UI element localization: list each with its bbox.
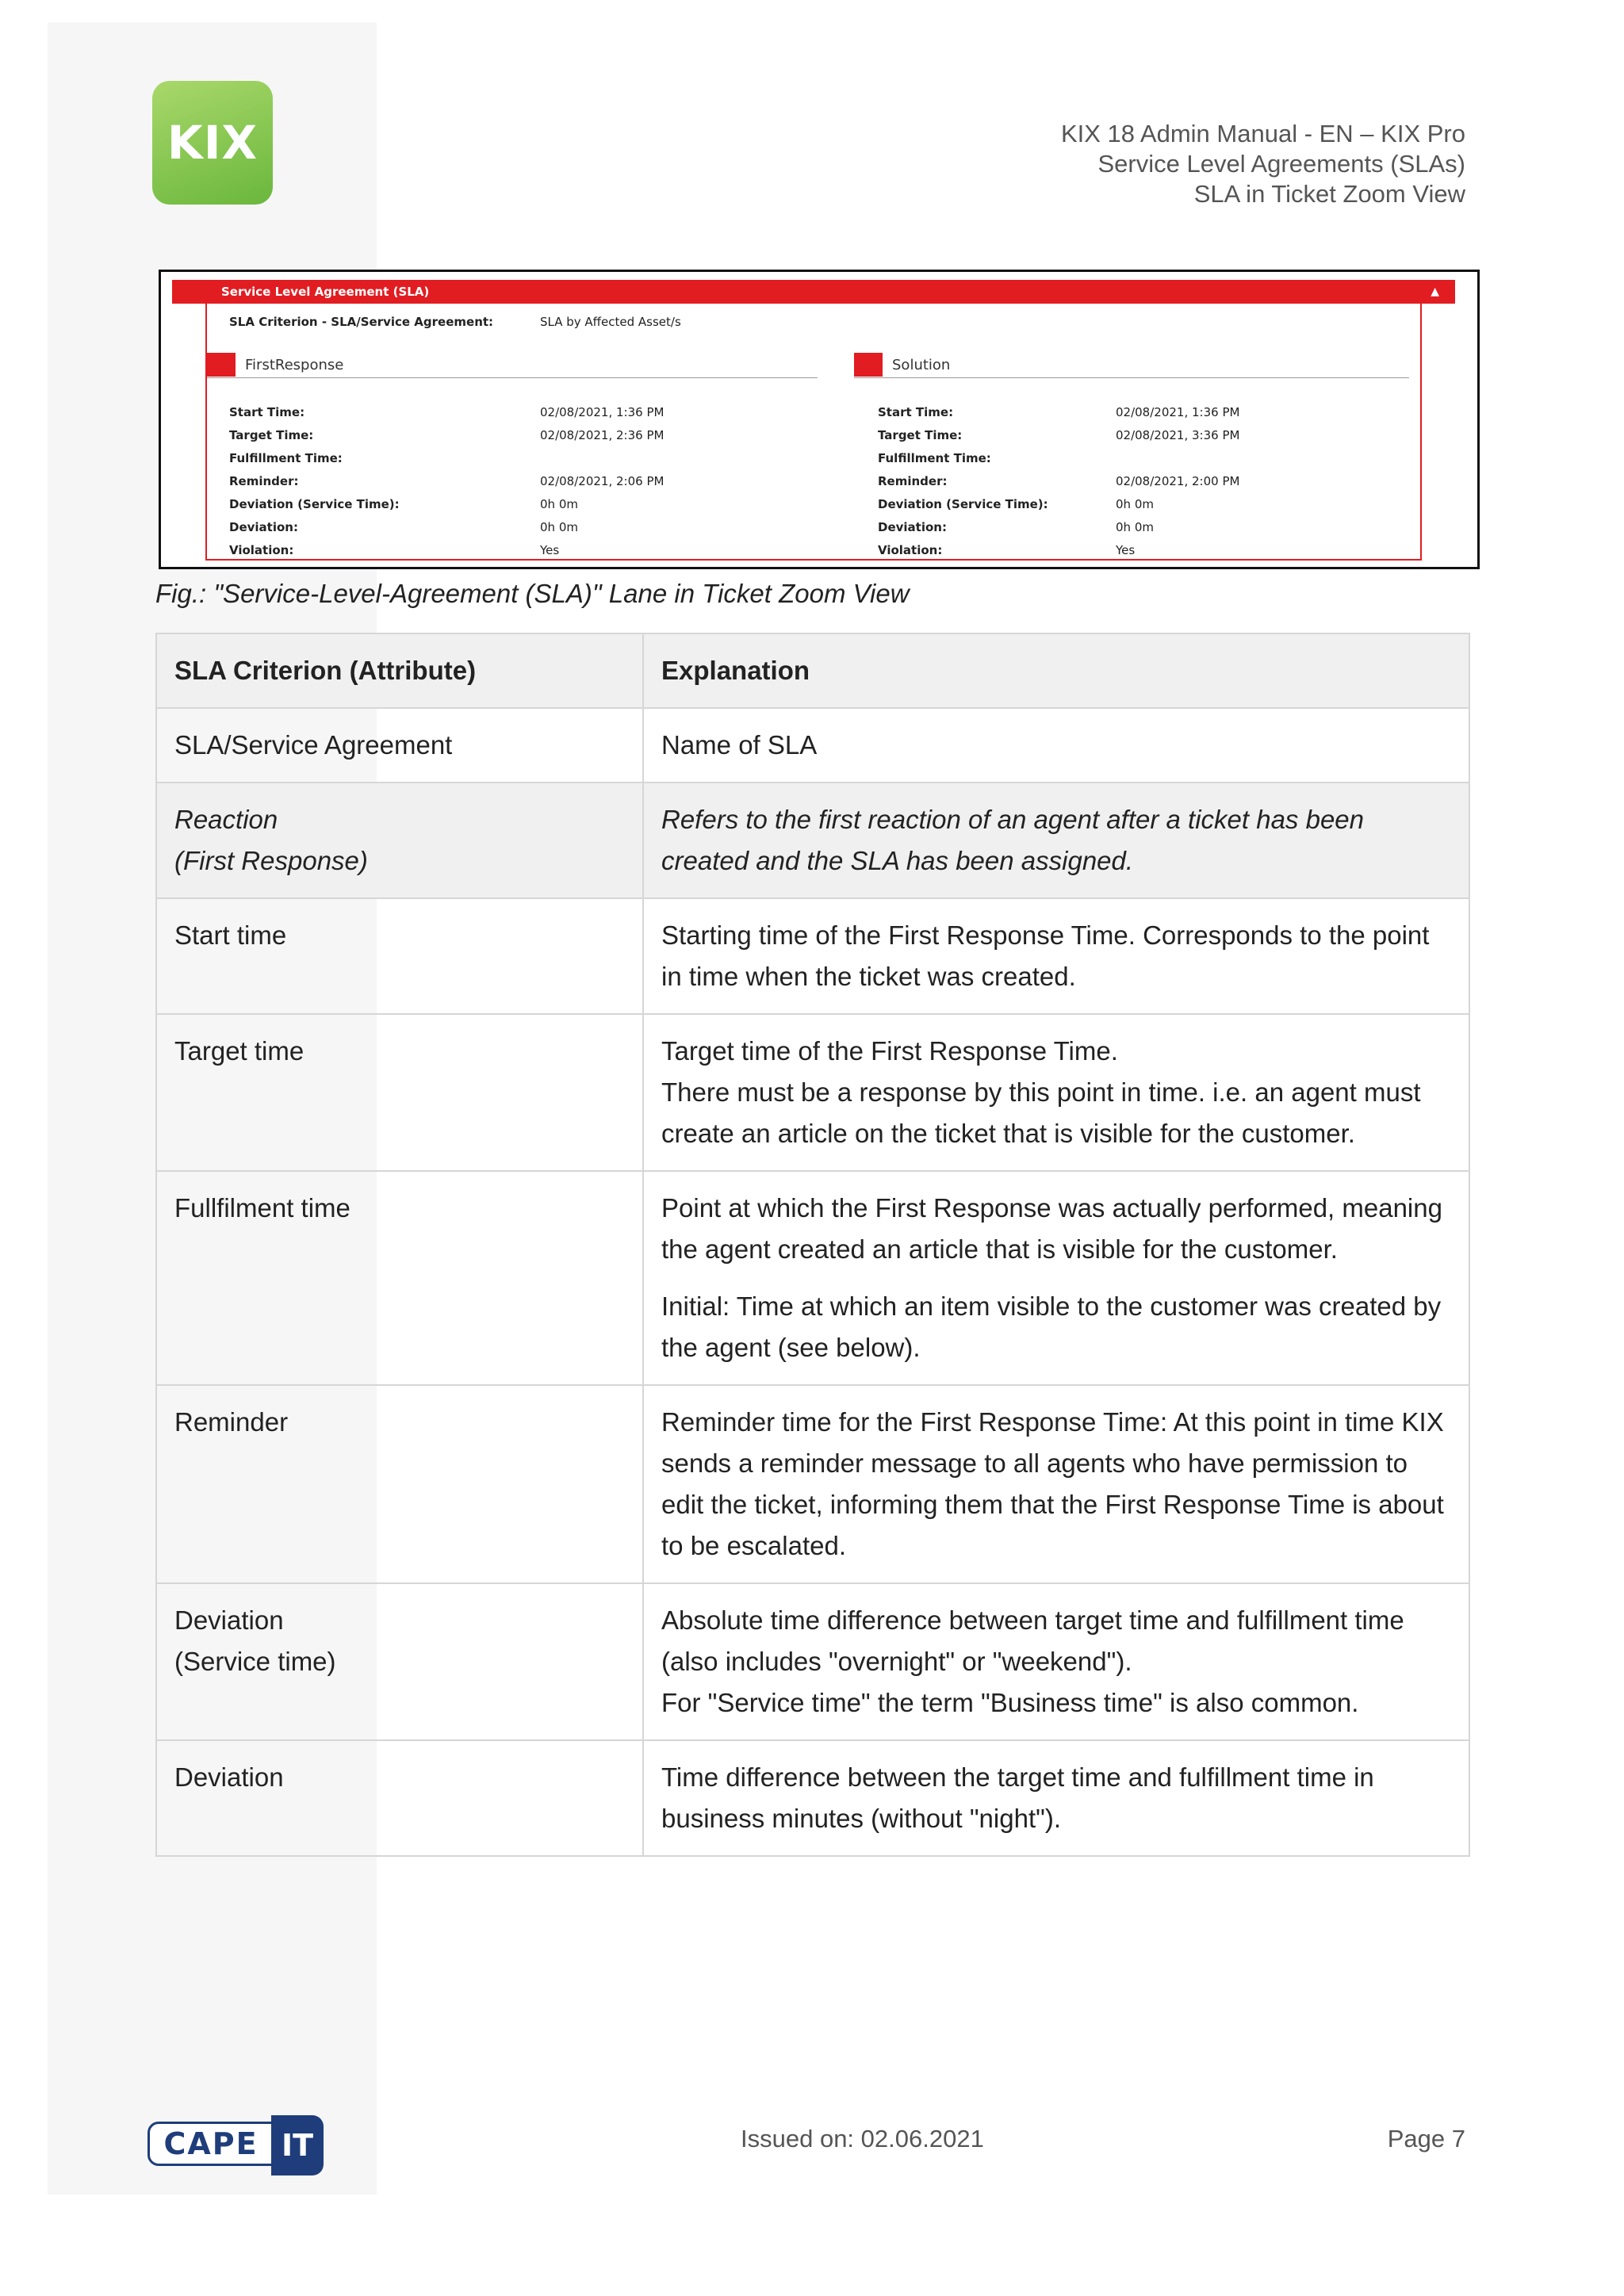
sla-field-label: Start Time:	[878, 405, 954, 419]
section-title: FirstResponse	[245, 357, 344, 373]
explanation-cell	[643, 708, 1469, 783]
table-row	[156, 1385, 1469, 1583]
cape-logo-text: CAPE	[147, 2122, 274, 2166]
sla-field-label: Target Time:	[878, 428, 963, 442]
criterion-value: SLA by Affected Asset/s	[540, 315, 681, 329]
table-row	[156, 1740, 1469, 1856]
table-row	[156, 708, 1469, 783]
sla-field-value: 02/08/2021, 1:36 PM	[540, 405, 665, 419]
explanation-cell	[643, 1740, 1469, 1856]
sla-field-value: 0h 0m	[540, 497, 578, 511]
sla-field-label: Violation:	[878, 543, 943, 557]
explanation-cell	[643, 1014, 1469, 1171]
sla-field-label: Fulfillment Time:	[229, 451, 343, 465]
criterion-cell: Reminder	[156, 1385, 643, 1583]
criterion-cell: Deviation (Service time)	[156, 1583, 643, 1740]
criterion-label: SLA Criterion - SLA/Service Agreement:	[229, 315, 494, 329]
table-row	[156, 783, 1469, 898]
table-row	[156, 1171, 1469, 1385]
sla-field-label: Violation:	[229, 543, 294, 557]
header-section: SLA in Ticket Zoom View	[1193, 180, 1465, 208]
section-divider	[207, 377, 818, 378]
criterion-cell: Reaction (First Response)	[156, 783, 643, 898]
sla-field-value: 0h 0m	[1116, 520, 1154, 534]
kix-logo	[152, 81, 273, 205]
explanation-cell	[643, 898, 1469, 1014]
table-row	[156, 1583, 1469, 1740]
cape-it-logo	[147, 2115, 325, 2175]
sla-panel-header[interactable]	[172, 280, 1455, 304]
sla-lane-figure	[159, 270, 1480, 569]
issued-date: Issued on: 02.06.2021	[741, 2125, 984, 2152]
section-marker-icon	[854, 353, 883, 377]
table-row	[156, 898, 1469, 1014]
sla-field-value: 02/08/2021, 3:36 PM	[1116, 428, 1240, 442]
header-chapter: Service Level Agreements (SLAs)	[1097, 150, 1465, 178]
section-marker-icon	[207, 353, 236, 377]
explanation-paragraph: Absolute time difference between target time and fulfillment time (also includes "overnight" or "weekend"). For "Service time" the term "Business time" is also common.	[661, 1605, 1404, 1717]
collapse-icon[interactable]: ▲	[1431, 285, 1439, 298]
sla-field-label: Start Time:	[229, 405, 305, 419]
explanation-cell	[643, 783, 1469, 898]
sla-field-value: 02/08/2021, 2:06 PM	[540, 474, 665, 488]
kix-logo-text: KIX	[167, 116, 259, 170]
sla-field-value: Yes	[540, 543, 560, 557]
sla-panel	[172, 280, 1455, 562]
it-logo-text: IT	[271, 2115, 324, 2175]
explanation-cell	[643, 1171, 1469, 1385]
criterion-cell: Fullfilment time	[156, 1171, 643, 1385]
sla-field-label: Fulfillment Time:	[878, 451, 991, 465]
sla-field-value: Yes	[1116, 543, 1136, 557]
sla-field-value: 0h 0m	[1116, 497, 1154, 511]
page-header	[1061, 119, 1465, 209]
explanation-paragraph: Initial: Time at which an item visible to the customer was created by the agent (see below).	[661, 1292, 1442, 1362]
explanation-cell	[643, 1385, 1469, 1583]
section-divider	[854, 377, 1409, 378]
criterion-cell: SLA/Service Agreement	[156, 708, 643, 783]
sla-field-label: Deviation:	[878, 520, 947, 534]
explanation-paragraph: Time difference between the target time and fulfillment time in business minutes (without "night").	[661, 1762, 1374, 1833]
criterion-cell: Start time	[156, 898, 643, 1014]
column-header-criterion: SLA Criterion (Attribute)	[156, 633, 643, 708]
sla-criteria-table	[155, 633, 1470, 1857]
sla-field-value: 02/08/2021, 2:00 PM	[1116, 474, 1240, 488]
header-manual-title: KIX 18 Admin Manual - EN – KIX Pro	[1060, 120, 1465, 147]
section-title: Solution	[892, 357, 951, 373]
table-header-row	[156, 633, 1469, 708]
sla-field-label: Reminder:	[229, 474, 299, 488]
criterion-cell: Target time	[156, 1014, 643, 1171]
criterion-cell: Deviation	[156, 1740, 643, 1856]
sla-field-value: 02/08/2021, 1:36 PM	[1116, 405, 1240, 419]
explanation-paragraph: Starting time of the First Response Time. Corresponds to the point in time when the ticket was created.	[661, 920, 1430, 991]
sla-field-label: Deviation (Service Time):	[878, 497, 1048, 511]
sla-field-label: Reminder:	[878, 474, 948, 488]
explanation-paragraph: Reminder time for the First Response Time: At this point in time KIX sends a reminder message to all agents who have permission to edit the ticket, informing them that the First Response Time is about to be escalated.	[661, 1407, 1444, 1560]
explanation-paragraph: Refers to the first reaction of an agent after a ticket has been created and the SLA has been assigned.	[661, 805, 1365, 875]
sla-panel-title: Service Level Agreement (SLA)	[221, 285, 430, 299]
sla-field-label: Target Time:	[229, 428, 314, 442]
page-number: Page 7	[1387, 2125, 1465, 2152]
explanation-paragraph: Name of SLA	[661, 730, 818, 760]
sla-field-label: Deviation (Service Time):	[229, 497, 400, 511]
table-row	[156, 1014, 1469, 1171]
explanation-paragraph: Target time of the First Response Time. There must be a response by this point in time. i.e. an agent must create an article on the ticket that is visible for the customer.	[661, 1036, 1421, 1148]
sla-field-value: 0h 0m	[540, 520, 578, 534]
sla-field-label: Deviation:	[229, 520, 298, 534]
explanation-paragraph: Point at which the First Response was actually performed, meaning the agent created an article that is visible for the customer.	[661, 1193, 1442, 1264]
figure-caption: Fig.: "Service-Level-Agreement (SLA)" Lane in Ticket Zoom View	[155, 579, 910, 608]
sla-field-value: 02/08/2021, 2:36 PM	[540, 428, 665, 442]
column-header-explanation: Explanation	[643, 633, 1469, 708]
explanation-cell	[643, 1583, 1469, 1740]
